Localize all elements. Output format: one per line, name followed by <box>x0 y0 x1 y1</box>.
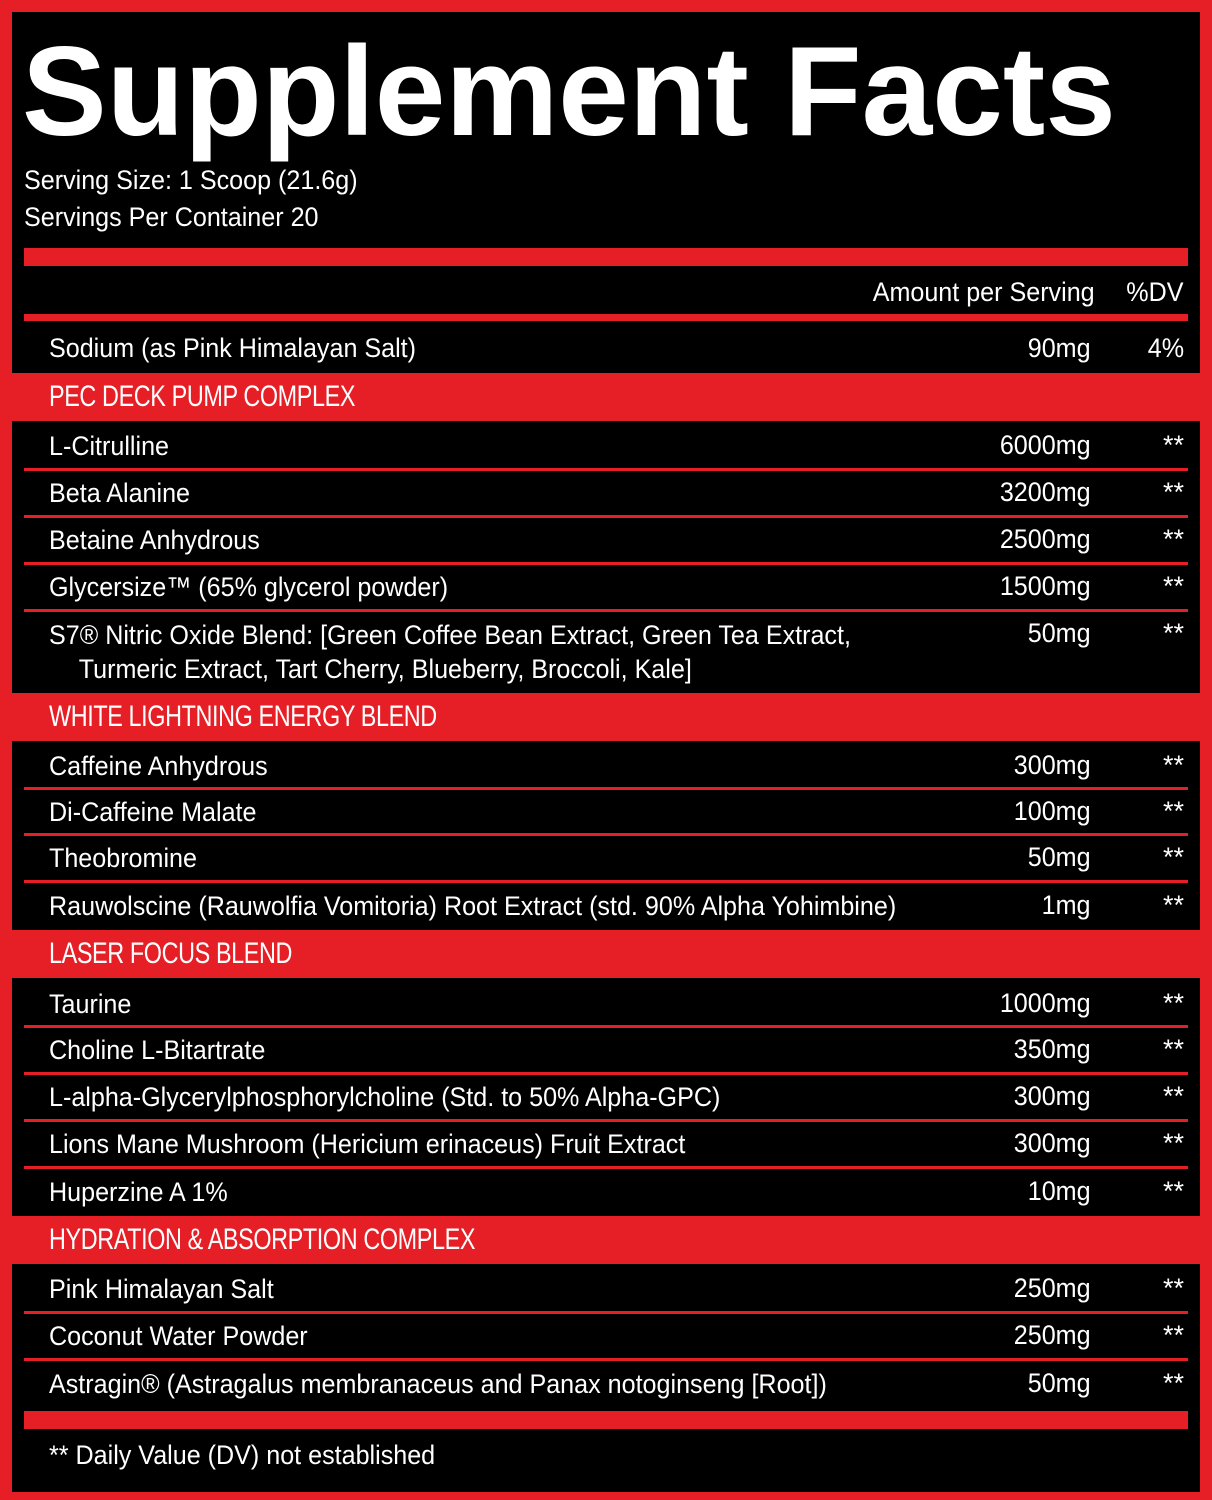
section-header-laser-focus-blend <box>12 930 1200 978</box>
ingredient-row <box>24 612 1188 690</box>
ingredient-amount: 2500mg <box>1000 524 1091 554</box>
ingredient-dv: ** <box>1162 430 1184 460</box>
ingredient-dv: ** <box>1162 618 1184 648</box>
ingredient-name-line-2: Turmeric Extract, Tart Cherry, Blueberry, Broccoli, Kale] <box>78 654 692 684</box>
ingredient-row <box>24 565 1188 608</box>
ingredient-name: Lions Mane Mushroom (Hericium erinaceus) Fruit Extract <box>49 1128 686 1159</box>
section-title: WHITE LIGHTNING ENERGY BLEND <box>49 700 437 733</box>
ingredient-row <box>24 982 1188 1025</box>
header-thick-bar <box>24 248 1188 266</box>
section-header-white-lightning-energy-blend <box>12 693 1200 741</box>
ingredient-amount: 1000mg <box>1000 988 1091 1018</box>
header-thin-bar <box>24 314 1188 321</box>
ingredient-row <box>24 744 1188 787</box>
ingredient-name: Di-Caffeine Malate <box>49 796 257 827</box>
ingredient-amount: 350mg <box>1014 1034 1091 1064</box>
ingredient-row <box>24 883 1188 928</box>
ingredient-row <box>24 1361 1188 1406</box>
daily-value-footnote: ** Daily Value (DV) not established <box>49 1440 436 1470</box>
ingredient-amount: 1mg <box>1042 890 1091 920</box>
ingredient-dv: ** <box>1162 842 1184 872</box>
nutrient-row-sodium <box>24 325 1188 371</box>
ingredient-dv: ** <box>1162 1368 1184 1398</box>
ingredient-amount: 6000mg <box>1000 430 1091 460</box>
nutrient-amount: 90mg <box>1028 332 1091 363</box>
ingredient-amount: 250mg <box>1014 1273 1091 1303</box>
ingredient-amount: 300mg <box>1014 1128 1091 1158</box>
section-title: PEC DECK PUMP COMPLEX <box>49 380 356 413</box>
ingredient-name: Huperzine A 1% <box>49 1176 228 1207</box>
ingredient-name: Glycersize™ (65% glycerol powder) <box>49 571 449 602</box>
ingredient-name: Betaine Anhydrous <box>49 524 260 555</box>
ingredient-name-line-1: S7® Nitric Oxide Blend: [Green Coffee Bean Extract, Green Tea Extract, <box>49 620 851 650</box>
ingredient-name: Coconut Water Powder <box>49 1320 308 1351</box>
amount-per-serving-header: Amount per Serving <box>873 277 1095 307</box>
ingredient-name: Astragin® (Astragalus membranaceus and Panax notoginseng [Root]) <box>49 1368 827 1399</box>
ingredient-name: Taurine <box>49 988 132 1019</box>
ingredient-row <box>24 1075 1188 1118</box>
ingredient-row <box>24 1122 1188 1165</box>
ingredient-dv: ** <box>1162 571 1184 601</box>
ingredient-dv: ** <box>1162 890 1184 920</box>
serving-size: Serving Size: 1 Scoop (21.6g) <box>24 165 358 195</box>
label-body <box>12 12 1200 1492</box>
nutrient-name: Sodium (as Pink Himalayan Salt) <box>49 333 417 363</box>
ingredient-row <box>24 1169 1188 1214</box>
ingredient-name: L-alpha-Glycerylphosphorylcholine (Std. to 50% Alpha-GPC) <box>49 1081 721 1112</box>
ingredient-dv: ** <box>1162 1128 1184 1158</box>
section-title: LASER FOCUS BLEND <box>49 937 293 970</box>
ingredient-amount: 300mg <box>1014 1081 1091 1111</box>
ingredient-row <box>24 424 1188 467</box>
ingredient-dv: ** <box>1162 750 1184 780</box>
ingredient-name: Caffeine Anhydrous <box>49 750 268 781</box>
ingredient-name: L-Citrulline <box>49 430 170 461</box>
ingredient-amount: 250mg <box>1014 1320 1091 1350</box>
ingredient-name <box>49 618 851 690</box>
ingredient-amount: 50mg <box>1028 618 1091 648</box>
ingredient-name: Pink Himalayan Salt <box>49 1273 274 1304</box>
ingredient-name: Beta Alanine <box>49 477 191 508</box>
ingredient-name: Rauwolscine (Rauwolfia Vomitoria) Root Extract (std. 90% Alpha Yohimbine) <box>49 890 897 921</box>
ingredient-amount: 100mg <box>1014 796 1091 826</box>
ingredient-amount: 1500mg <box>1000 571 1091 601</box>
ingredient-row <box>24 836 1188 879</box>
ingredient-row <box>24 1267 1188 1310</box>
ingredient-amount: 50mg <box>1028 1368 1091 1398</box>
section-header-hydration-absorption-complex <box>12 1216 1200 1264</box>
ingredient-name: Choline L-Bitartrate <box>49 1034 266 1065</box>
ingredient-row <box>24 1028 1188 1071</box>
ingredient-amount: 50mg <box>1028 842 1091 872</box>
ingredient-dv: ** <box>1162 1176 1184 1206</box>
ingredient-dv: ** <box>1162 1081 1184 1111</box>
nutrient-dv: 4% <box>1147 332 1184 363</box>
footer-thick-bar <box>24 1411 1188 1429</box>
ingredient-row <box>24 471 1188 514</box>
ingredient-row <box>24 518 1188 561</box>
dv-header: %DV <box>1126 277 1184 307</box>
ingredient-dv: ** <box>1162 796 1184 826</box>
ingredient-dv: ** <box>1162 1273 1184 1303</box>
ingredient-dv: ** <box>1162 524 1184 554</box>
section-title: HYDRATION & ABSORPTION COMPLEX <box>49 1223 476 1256</box>
servings-per-container: Servings Per Container 20 <box>24 202 319 232</box>
ingredient-dv: ** <box>1162 988 1184 1018</box>
ingredient-dv: ** <box>1162 1034 1184 1064</box>
ingredient-name: Theobromine <box>49 842 197 873</box>
ingredient-amount: 300mg <box>1014 750 1091 780</box>
ingredient-dv: ** <box>1162 477 1184 507</box>
label-title: Supplement Facts <box>22 20 1116 162</box>
ingredient-row <box>24 1314 1188 1357</box>
ingredient-dv: ** <box>1162 1320 1184 1350</box>
ingredient-amount: 10mg <box>1028 1176 1091 1206</box>
ingredient-row <box>24 790 1188 833</box>
ingredient-amount: 3200mg <box>1000 477 1091 507</box>
section-header-pec-deck-pump-complex <box>12 373 1200 421</box>
